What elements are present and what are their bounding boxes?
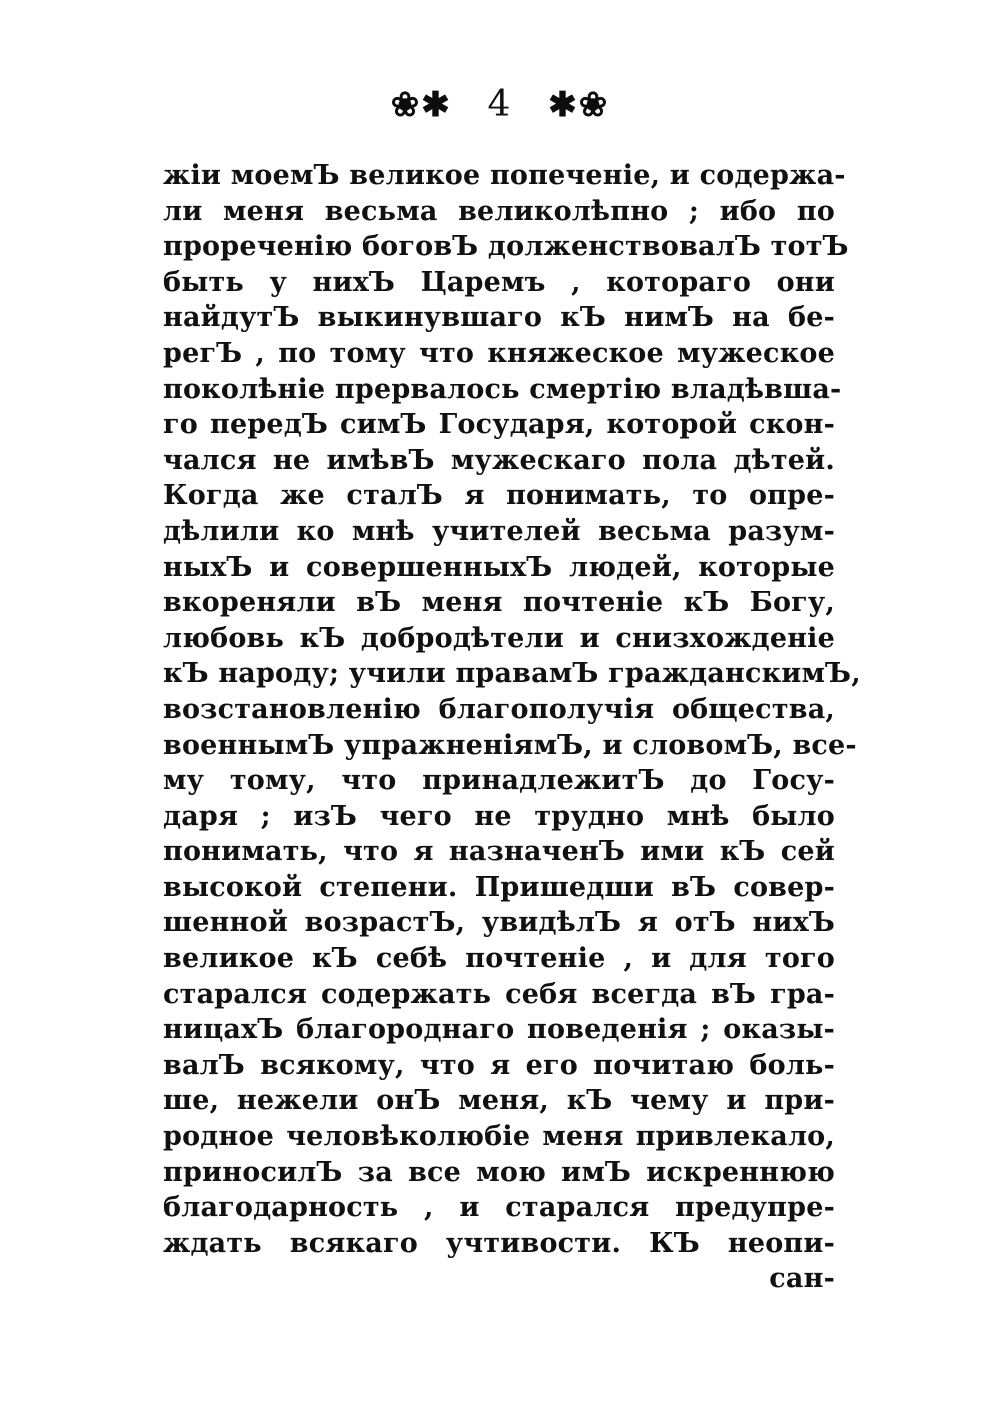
text-line: ше, нежели онЪ меня, кЪ чему и при-: [163, 1085, 835, 1117]
text-line: великое кЪ себѣ почтеніе , и для того: [163, 943, 835, 975]
text-line: ныхЪ и совершенныхЪ людей, которые: [163, 551, 835, 583]
text-line: старался содержать себя всегда вЪ гра-: [163, 978, 835, 1010]
text-line: поколѣніе прервалось смертію владѣвша-: [163, 373, 842, 405]
text-line: ли меня весьма великолѣпно ; ибо по: [163, 195, 835, 227]
text-line: ждать всякаго учтивости. КЪ неопи-: [163, 1227, 835, 1259]
page-header: [0, 78, 1000, 130]
text-line: любовь кЪ добродѣтели и снизхожденіе: [163, 622, 835, 654]
text-line: родное человѣколюбіе меня привлекало,: [163, 1121, 835, 1153]
text-line: найдутЪ выкинувшаго кЪ нимЪ на бе-: [163, 302, 835, 334]
ornament-right-icon: ✱❀: [548, 85, 610, 125]
text-line: Когда же сталЪ я понимать, то опре-: [163, 480, 835, 512]
text-line: приносилЪ за все мою имЪ искреннюю: [163, 1156, 835, 1188]
catchword: сан-: [769, 1263, 835, 1295]
text-line: жіи моемЪ великое попеченіе, и содержа-: [163, 160, 846, 191]
text-line: военнымЪ упражненіямЪ, и словомЪ, все-: [163, 729, 857, 761]
page-number: 4: [487, 84, 513, 125]
text-line: ницахЪ благороднаго поведенія ; оказы-: [163, 1014, 835, 1046]
text-line: благодарность , и старался предупре-: [163, 1192, 835, 1224]
text-line: шенной возрастЪ, увидѣлЪ я отЪ нихЪ: [163, 907, 835, 939]
ornament-left-icon: ❀✱: [390, 85, 452, 125]
text-line: дѣлили ко мнѣ учителей весьма разум-: [163, 515, 835, 547]
text-line: высокой степени. Пришедши вЪ совер-: [163, 871, 835, 903]
text-line: регЪ , по тому что княжеское мужеское: [163, 337, 835, 369]
text-line: чался не имѣвЪ мужескаго пола дѣтей.: [163, 444, 835, 476]
text-line: вкореняли вЪ меня почтеніе кЪ Богу,: [163, 587, 835, 619]
text-line: кЪ народу; учили правамЪ гражданскимЪ,: [163, 658, 861, 690]
text-line: валЪ всякому, что я его почитаю боль-: [163, 1049, 835, 1081]
text-line: понимать, что я назначенЪ ими кЪ сей: [163, 836, 835, 868]
text-line: быть у нихЪ Царемъ , котораго они: [163, 266, 835, 298]
text-line: прореченію боговЪ долженствовалЪ тотЪ: [163, 231, 849, 263]
text-line: го передЪ симЪ Государя, которой скон-: [163, 409, 835, 441]
body-text: [163, 158, 861, 1297]
text-line: даря ; изЪ чего не трудно мнѣ было: [163, 800, 835, 832]
text-line: возстановленію благополучія общества,: [163, 693, 835, 725]
text-line: му тому, что принадлежитЪ до Госу-: [163, 765, 835, 797]
